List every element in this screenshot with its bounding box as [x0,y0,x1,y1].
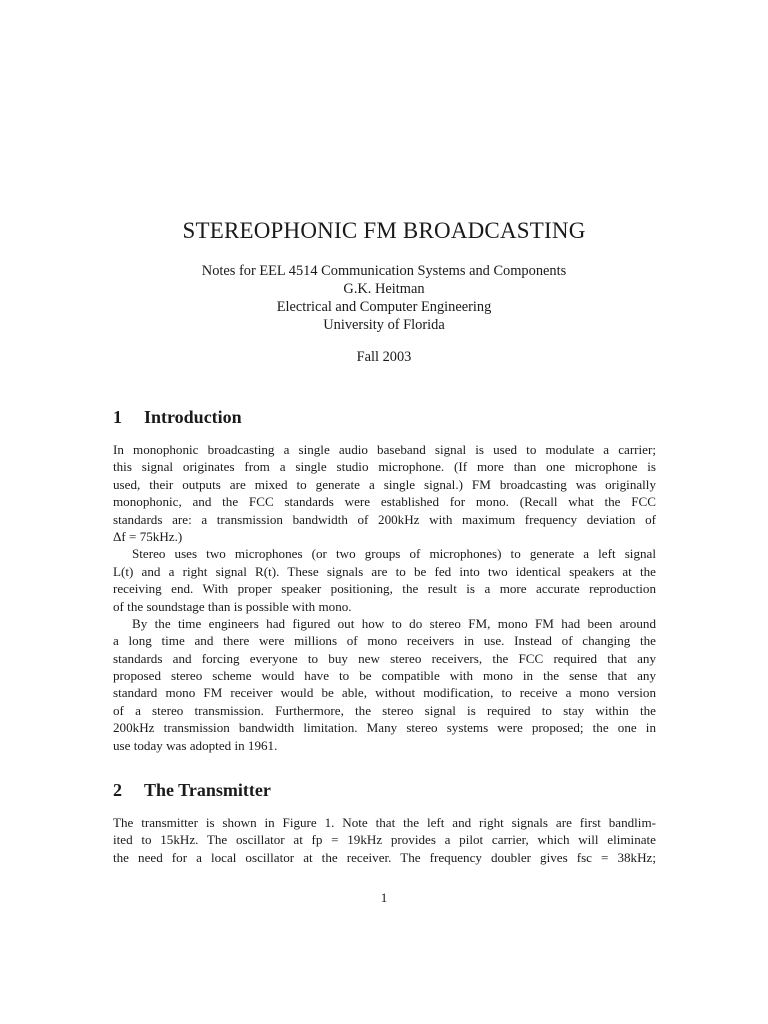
author-name: G.K. Heitman [343,281,425,297]
author-block [0,262,768,334]
section-body-transmitter [113,814,656,866]
section-heading-transmitter [113,779,271,801]
section-title: Introduction [144,407,242,427]
paragraph-line: use today was adopted in 1961. [113,737,278,753]
department-line: Electrical and Computer Engineering [276,299,492,315]
paragraph-line: Δf = 75kHz.) [113,528,183,544]
page-number: 1 [380,890,388,905]
document-title: STEREOPHONIC FM BROADCASTING [182,218,586,243]
paragraph-line: standards are: a transmission bandwidth of 200kHz with maximum frequency deviation of [113,511,656,527]
section-title: The Transmitter [144,780,271,800]
paragraph-line: used, their outputs are mixed to generate a single signal.) FM broadcasting was originally [113,476,656,492]
paragraph-line: L(t) and a right signal R(t). These signals are to be fed into two identical speakers at the [113,563,656,579]
section-heading-introduction [113,406,242,428]
course-line: Notes for EEL 4514 Communication Systems and Components [201,263,567,279]
section-body-introduction [113,441,656,754]
paragraph-line: ited to 15kHz. The oscillator at fp = 19kHz provides a pilot carrier, which will eliminate [113,832,656,848]
university-line: University of Florida [323,317,445,333]
paragraph-line: The transmitter is shown in Figure 1. Note that the left and right signals are first bandlim- [113,815,656,830]
paragraph-line: receiving end. With proper speaker positioning, the result is a more accurate reproduction [113,581,656,597]
paragraph-line: standard mono FM receiver would be able, without modification, to receive a mono version [113,685,656,701]
paragraph-line: a long time and there were millions of mono receivers in use. Instead of changing the [113,633,656,649]
paragraph-line: of the soundstage than is possible with mono. [113,598,352,614]
paragraph-line: standards and forcing everyone to buy new stereo receivers, the FCC required that any [113,650,656,666]
paragraph-line: In monophonic broadcasting a single audio baseband signal is used to modulate a carrier; [113,442,656,457]
paragraph-line: By the time engineers had figured out how to do stereo FM, mono FM had been around [132,615,656,631]
document-date: Fall 2003 [356,349,412,365]
section-number: 1 [113,407,122,427]
paragraph-line: proposed stereo scheme would have to be compatible with mono in the sense that any [113,668,656,684]
paragraph-line: monophonic, and the FCC standards were established for mono. (Recall what the FCC [113,494,656,510]
section-number: 2 [113,780,122,800]
paragraph-line: Stereo uses two microphones (or two groups of microphones) to generate a left signal [132,546,656,562]
paragraph-line: of a stereo transmission. Furthermore, the stereo signal is required to stay within the [113,702,656,718]
paragraph-line: this signal originates from a single studio microphone. (If more than one microphone is [113,459,656,475]
paragraph-line: the need for a local oscillator at the receiver. The frequency doubler gives fsc = 38kHz; [113,849,656,865]
paragraph-line: 200kHz transmission bandwidth limitation. Many stereo systems were proposed; the one in [113,720,656,736]
